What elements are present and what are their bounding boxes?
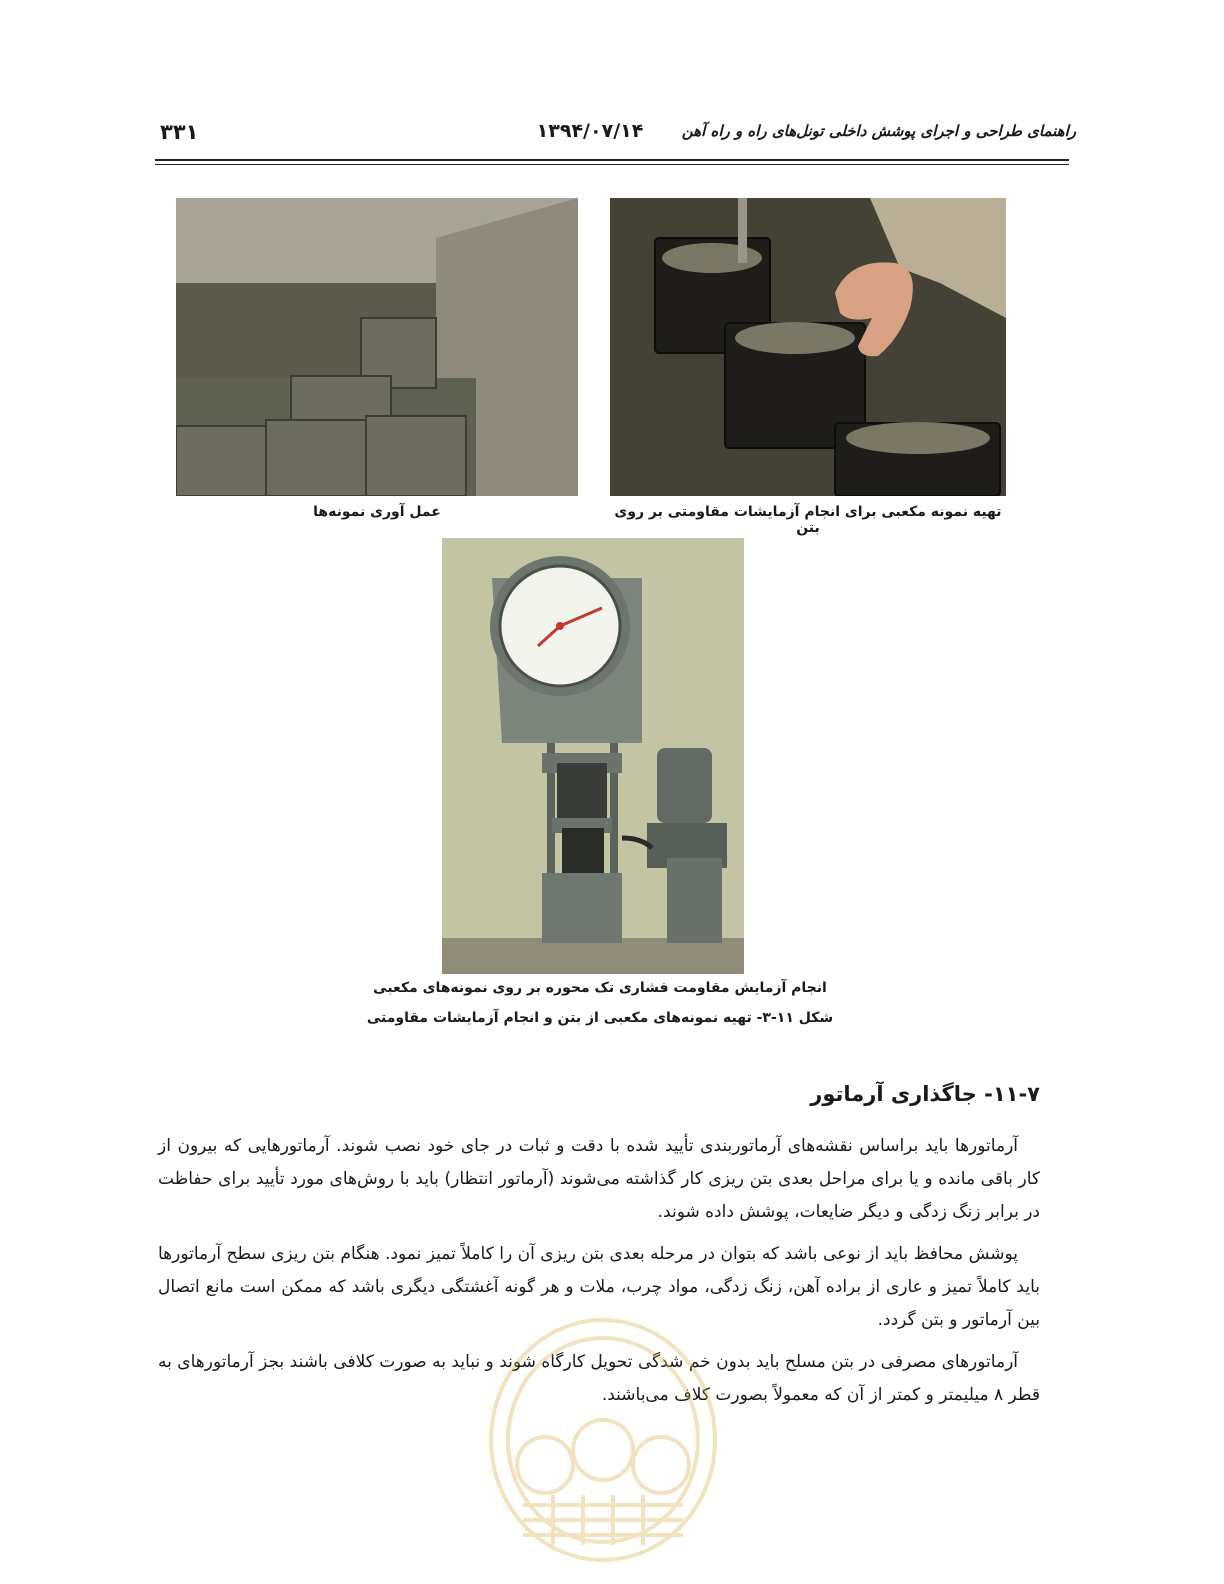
running-header-date: ۱۳۹۴/۰۷/۱۴ xyxy=(536,120,644,142)
caption-curing: عمل آوری نمونه‌ها xyxy=(313,504,441,520)
page-number: ۳۳۱ xyxy=(160,120,199,144)
photo-cube-molds xyxy=(610,198,1006,496)
photo-curing-tank xyxy=(176,198,578,496)
paragraph-1 xyxy=(158,1130,1040,1229)
figure-caption: شکل ۱۱-۳- تهیه نمونه‌های مکعبی از بتن و انجام آزمایشات مقاومتی xyxy=(366,1010,834,1026)
caption-compression-test: انجام آزمایش مقاومت فشاری تک محوره بر روی نمونه‌های مکعبی xyxy=(373,980,827,996)
running-header-title: راهنمای طراحی و اجرای پوشش داخلی تونل‌های راه و راه آهن xyxy=(681,122,1076,140)
photo-compression-machine xyxy=(442,538,744,974)
watermark-seal xyxy=(483,1315,723,1569)
header-rule-thick xyxy=(155,159,1069,161)
section-heading: ۱۱-۷- جاگذاری آرماتور xyxy=(810,1082,1040,1106)
paragraph-1-text: آرماتورها باید براساس نقشه‌های آرماتوربندی تأیید شده با دقت و ثبات در جای خود نصب شوند. آرماتورهایی که بیرون از کار باقی مانده و یا برای مراحل بعدی بتن ریزی کار گذاشته می‌شوند (آرماتور انتظار) باید با روش‌های مورد تأیید برای حفاظت در برابر زنگ زدگی و دیگر ضایعات، پوشش داده شوند. xyxy=(158,1136,1040,1222)
caption-cube-molds: تهیه نمونه مکعبی برای انجام آزمایشات مقاومتی بر روی بتن xyxy=(614,504,1002,536)
paragraph-3-text: آرماتورهای مصرفی در بتن مسلح باید بدون خم شدگی تحویل کارگاه شوند و نباید به صورت کلافی باشند بجز آرماتورهای به قطر ۸ میلیمتر و کمتر از آن که معمولاً بصورت کلاف می‌باشند. xyxy=(158,1352,1040,1405)
header-rule-thin xyxy=(155,164,1069,165)
paragraph-2-text: پوشش محافظ باید از نوعی باشد که بتوان در مرحله بعدی بتن ریزی آن را کاملاً تمیز نمود. هنگام بتن ریزی سطح آرماتورها باید کاملاً تمیز و عاری از براده آهن، زنگ زدگی، مواد چرب، ملات و هر گونه آغشتگی دیگری باشد که ممکن است مانع اتصال بین آرماتور و بتن گردد. xyxy=(158,1244,1040,1330)
